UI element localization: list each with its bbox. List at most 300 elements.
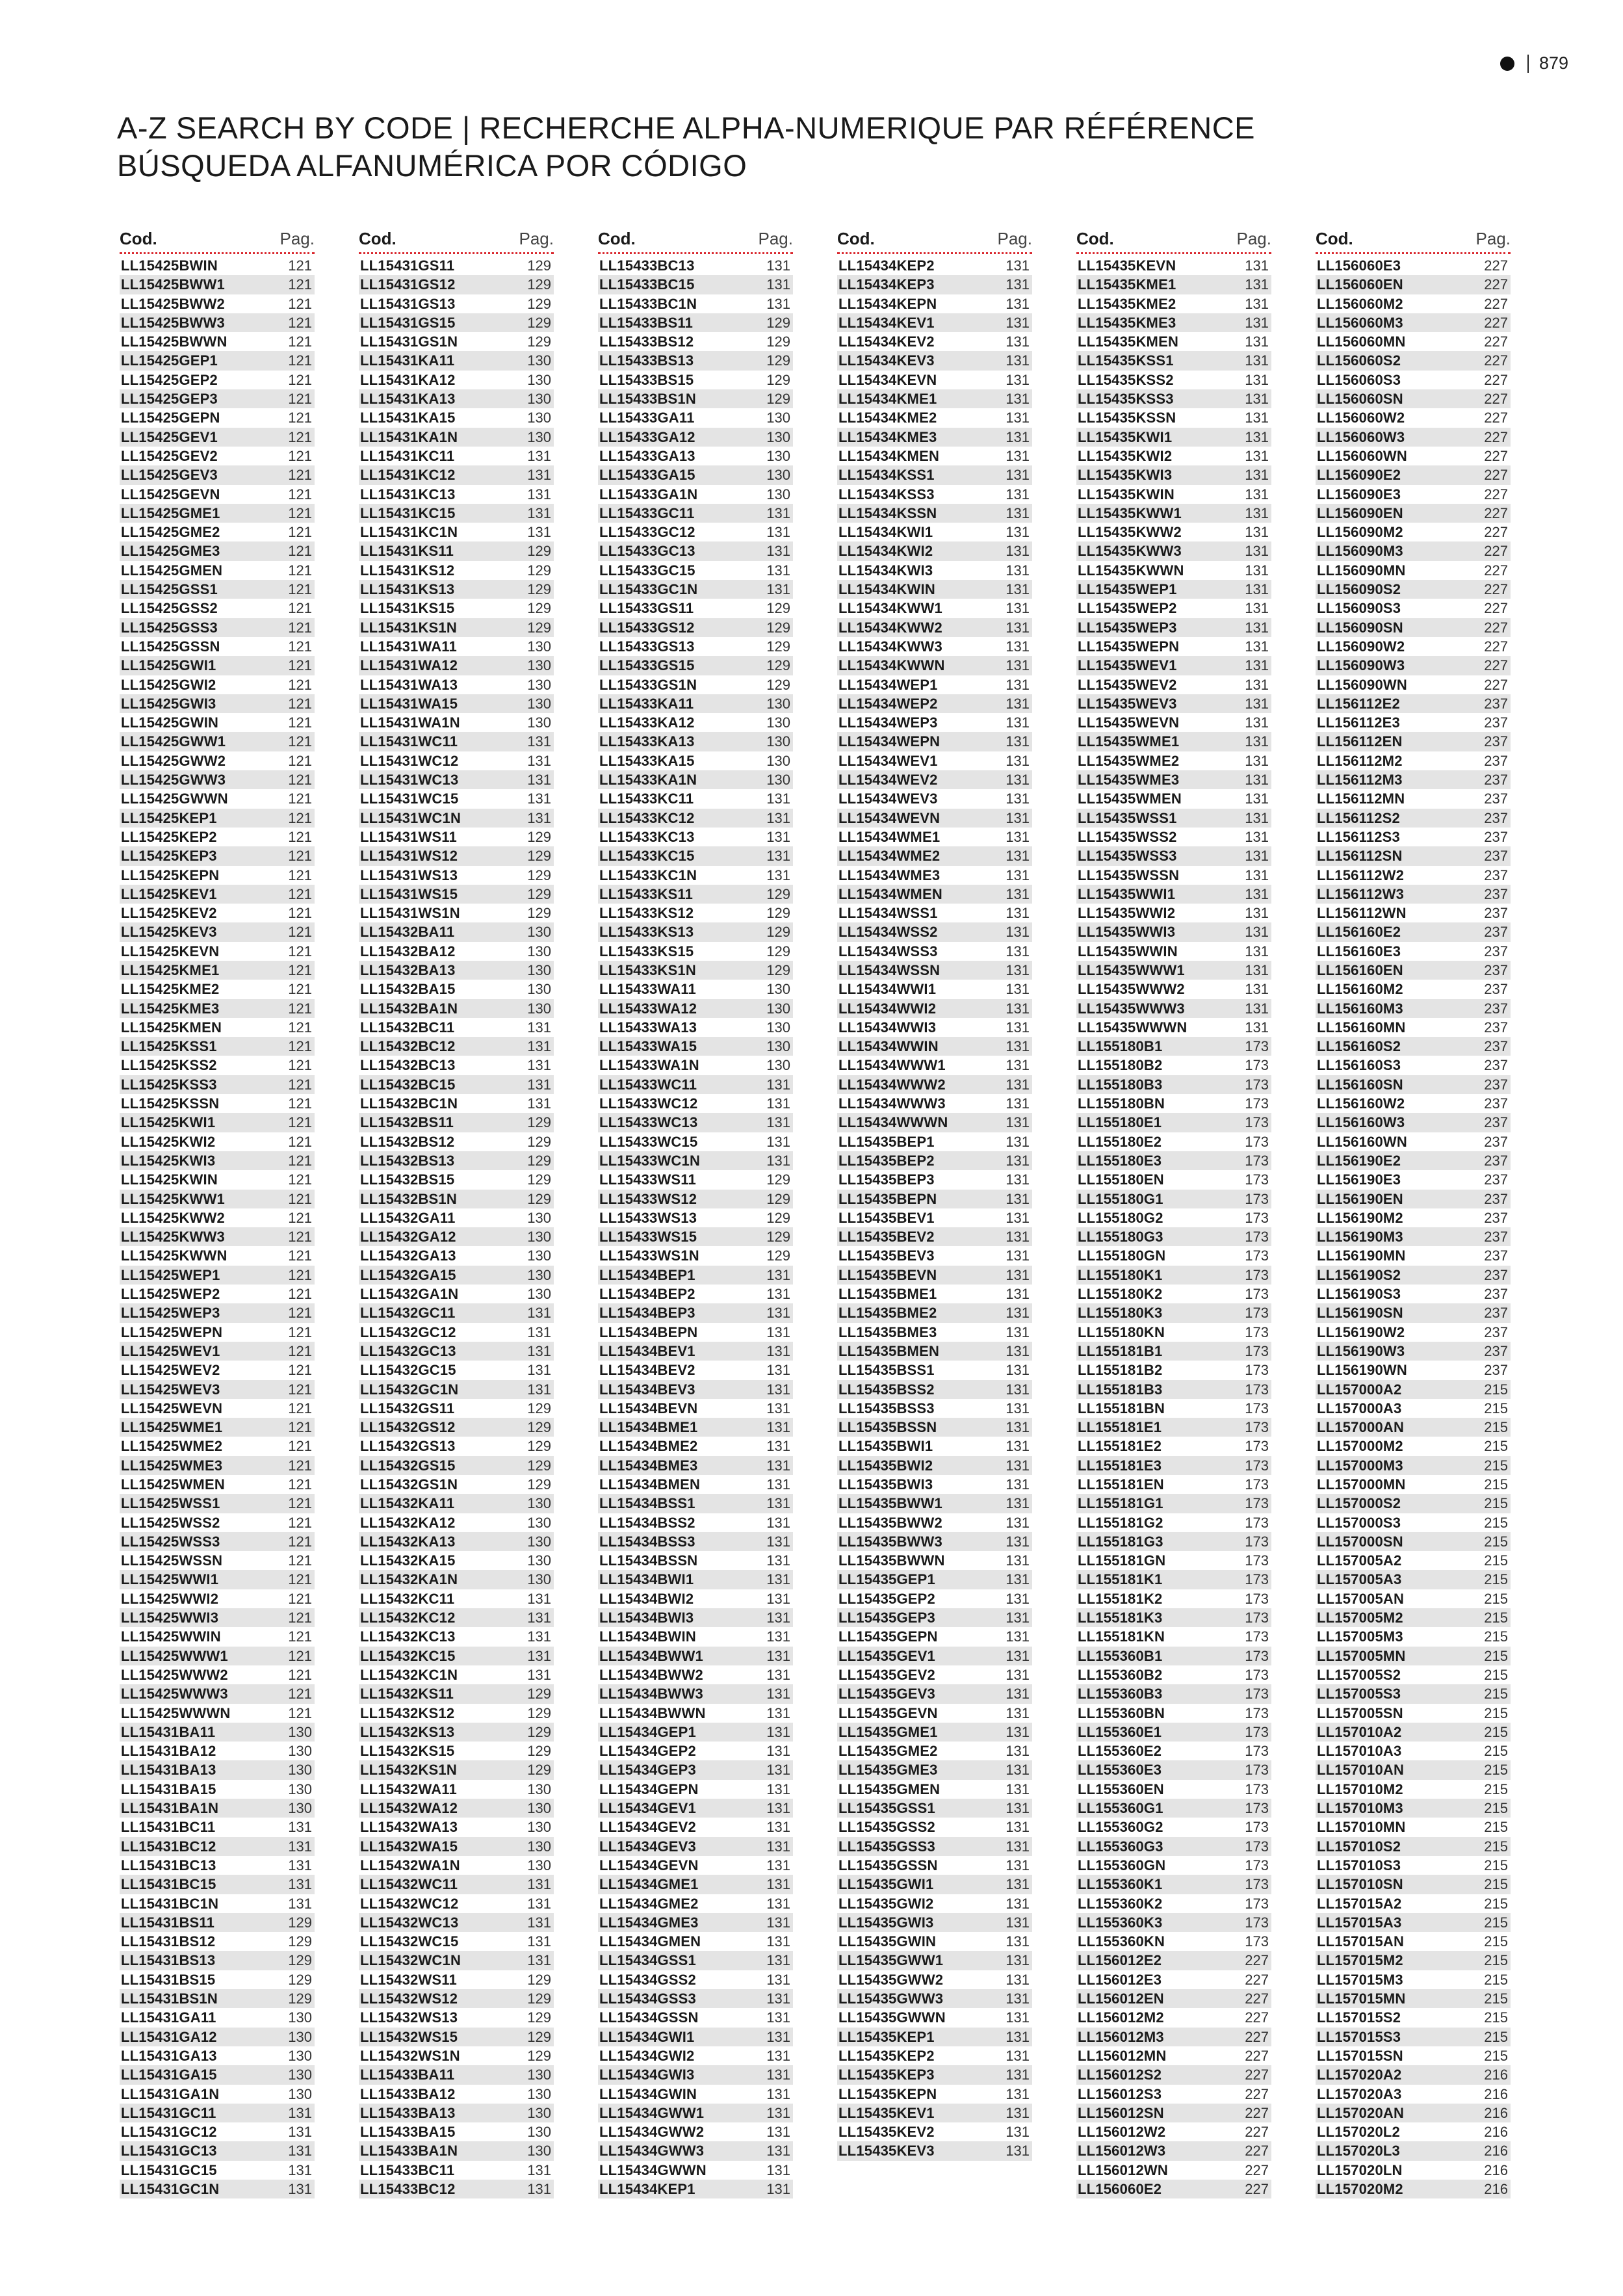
product-code: LL15433WS12 xyxy=(599,1190,697,1207)
product-code: LL155180G3 xyxy=(1078,1229,1163,1246)
code-row xyxy=(359,1056,554,1075)
product-code: LL15425GWW1 xyxy=(121,733,226,750)
product-code: LL15435KWI3 xyxy=(1078,467,1173,484)
code-row xyxy=(120,389,315,408)
product-code: LL157020AN xyxy=(1317,2104,1405,2121)
code-row xyxy=(359,1875,554,1894)
code-row xyxy=(1316,809,1511,828)
product-code: LL15434GME1 xyxy=(599,1876,699,1893)
page-reference: 130 xyxy=(527,1514,551,1531)
page-reference: 215 xyxy=(1484,1990,1508,2007)
product-code: LL15435WSS1 xyxy=(1078,809,1177,826)
page-reference: 130 xyxy=(527,428,551,445)
code-row xyxy=(359,1665,554,1684)
page-reference: 131 xyxy=(766,581,790,598)
page-reference: 129 xyxy=(766,600,790,617)
product-code: LL15431KS13 xyxy=(360,581,455,598)
product-code: LL15434BWIN xyxy=(599,1628,696,1645)
page-reference: 131 xyxy=(1006,2124,1030,2141)
code-row xyxy=(1076,2046,1271,2065)
code-row xyxy=(598,713,793,732)
code-row xyxy=(598,561,793,580)
product-code: LL15432KS1N xyxy=(360,1762,457,1779)
product-code: LL15432WA15 xyxy=(360,1838,458,1855)
page-reference: 121 xyxy=(288,257,312,274)
code-row xyxy=(359,1037,554,1056)
page-reference: 131 xyxy=(1245,733,1269,750)
product-code: LL15431GS15 xyxy=(360,314,456,331)
page-reference: 131 xyxy=(1245,295,1269,312)
code-row xyxy=(1316,275,1511,294)
product-code: LL15432KA11 xyxy=(360,1495,455,1512)
page-reference: 131 xyxy=(1006,752,1030,769)
product-code: LL15431KS1N xyxy=(360,619,457,636)
product-code: LL15432BA11 xyxy=(360,924,455,941)
code-row xyxy=(837,371,1032,389)
code-row xyxy=(837,1266,1032,1285)
product-code: LL15425GME2 xyxy=(121,524,220,541)
product-code: LL15425GME1 xyxy=(121,504,220,521)
page-reference: 121 xyxy=(288,1647,312,1664)
page-reference: 121 xyxy=(288,772,312,789)
page-reference: 130 xyxy=(527,714,551,731)
product-code: LL157010MN xyxy=(1317,1819,1406,1836)
product-code: LL15433GC11 xyxy=(599,504,695,521)
code-row xyxy=(359,447,554,465)
code-row xyxy=(1076,1342,1271,1361)
page-reference: 130 xyxy=(527,695,551,712)
code-row xyxy=(120,1170,315,1189)
product-code: LL15432WA12 xyxy=(360,1800,458,1817)
page-reference: 215 xyxy=(1484,1686,1508,1702)
page-reference: 131 xyxy=(1006,1914,1030,1931)
product-code: LL15434BEV3 xyxy=(599,1381,695,1398)
product-code: LL156160W2 xyxy=(1317,1095,1405,1112)
page-reference: 131 xyxy=(1006,524,1030,541)
code-row xyxy=(837,561,1032,580)
page-reference: 227 xyxy=(1484,543,1508,560)
product-code: LL15435KSS3 xyxy=(1078,391,1174,408)
page-reference: 131 xyxy=(1245,333,1269,350)
code-row xyxy=(837,1208,1032,1227)
product-code: LL15431WC1N xyxy=(360,809,461,826)
code-row xyxy=(1316,770,1511,789)
code-row xyxy=(1076,1361,1271,1379)
code-row xyxy=(837,846,1032,865)
product-code: LL15431KC15 xyxy=(360,504,456,521)
page-reference: 131 xyxy=(766,1876,790,1893)
page-reference: 131 xyxy=(1006,1362,1030,1379)
page-reference: 131 xyxy=(1006,2009,1030,2026)
product-code: LL15434KME2 xyxy=(838,410,937,426)
product-code: LL156160EN xyxy=(1317,961,1403,978)
code-row xyxy=(598,1208,793,1227)
product-code: LL156060S2 xyxy=(1317,352,1401,369)
code-row xyxy=(359,428,554,447)
code-row xyxy=(120,447,315,465)
product-code: LL155181B2 xyxy=(1078,1362,1163,1379)
code-row xyxy=(837,332,1032,351)
product-code: LL157015M2 xyxy=(1317,1952,1403,1969)
page-reference: 130 xyxy=(527,657,551,674)
product-code: LL156190E3 xyxy=(1317,1171,1401,1188)
product-code: LL15434KSS3 xyxy=(838,486,935,502)
product-code: LL15432GS1N xyxy=(360,1476,458,1493)
code-row xyxy=(837,751,1032,770)
code-row xyxy=(120,1932,315,1951)
code-row xyxy=(359,1113,554,1132)
page-reference: 121 xyxy=(288,1229,312,1246)
product-code: LL156090WN xyxy=(1317,676,1407,693)
product-code: LL15434BME2 xyxy=(599,1438,698,1455)
code-row xyxy=(598,904,793,922)
code-row xyxy=(837,828,1032,846)
page-reference: 121 xyxy=(288,1286,312,1303)
code-row xyxy=(1316,389,1511,408)
page-reference: 121 xyxy=(288,1610,312,1626)
page-reference: 227 xyxy=(1484,600,1508,617)
page-reference: 131 xyxy=(766,1686,790,1702)
code-row xyxy=(1316,465,1511,484)
page-reference: 131 xyxy=(527,524,551,541)
product-code: LL15434GEP1 xyxy=(599,1723,696,1740)
code-row xyxy=(359,1475,554,1494)
code-row xyxy=(359,1856,554,1875)
code-row xyxy=(837,1151,1032,1170)
product-code: LL15425GSS3 xyxy=(121,619,218,636)
product-code: LL157015SN xyxy=(1317,2047,1403,2064)
product-code: LL156012EN xyxy=(1078,1990,1164,2007)
page-reference: 121 xyxy=(288,1209,312,1226)
product-code: LL15434BEV2 xyxy=(599,1362,695,1379)
product-code: LL15435WEP3 xyxy=(1078,619,1177,636)
code-row xyxy=(598,1989,793,2008)
page-reference: 131 xyxy=(527,1895,551,1912)
page-reference: 173 xyxy=(1245,1933,1269,1950)
page-reference: 173 xyxy=(1245,1038,1269,1055)
code-row xyxy=(1076,828,1271,846)
header-page-label: Pag. xyxy=(758,229,793,248)
code-row xyxy=(120,1323,315,1342)
product-code: LL15433KS11 xyxy=(599,885,694,902)
code-row xyxy=(837,1951,1032,1970)
code-row xyxy=(837,1075,1032,1094)
product-code: LL15425WEV1 xyxy=(121,1342,220,1359)
code-row xyxy=(1316,1075,1511,1094)
code-row xyxy=(120,1190,315,1208)
code-row xyxy=(1316,1665,1511,1684)
product-code: LL15435WWW2 xyxy=(1078,981,1185,998)
page-reference: 131 xyxy=(766,1723,790,1740)
product-code: LL15435GEV3 xyxy=(838,1686,935,1702)
code-row xyxy=(598,637,793,656)
code-row xyxy=(120,2180,315,2198)
page-reference: 129 xyxy=(527,1686,551,1702)
code-row xyxy=(598,1475,793,1494)
code-row xyxy=(1316,656,1511,675)
page-reference: 129 xyxy=(527,1971,551,1988)
product-code: LL15431GS1N xyxy=(360,333,458,350)
code-row xyxy=(359,828,554,846)
page-reference: 130 xyxy=(766,1038,790,1055)
code-row xyxy=(1316,980,1511,998)
product-code: LL15434WWIN xyxy=(838,1038,939,1055)
product-code: LL15431BA11 xyxy=(121,1723,216,1740)
page-reference: 173 xyxy=(1245,1610,1269,1626)
page-reference: 130 xyxy=(527,1000,551,1017)
page-reference: 131 xyxy=(766,1628,790,1645)
code-row xyxy=(598,1361,793,1379)
page-reference: 129 xyxy=(527,1152,551,1169)
product-code: LL156160E3 xyxy=(1317,943,1401,959)
page-reference: 131 xyxy=(288,1876,312,1893)
product-code: LL15434GEV3 xyxy=(599,1838,696,1855)
column-header xyxy=(1076,228,1271,254)
product-code: LL156090SN xyxy=(1317,619,1403,636)
page-reference: 131 xyxy=(1245,867,1269,883)
product-code: LL15432WC1N xyxy=(360,1952,461,1969)
product-code: LL15435GSS2 xyxy=(838,1819,935,1836)
code-row xyxy=(1316,2065,1511,2084)
product-code: LL15432GC15 xyxy=(360,1362,456,1379)
page-reference: 131 xyxy=(527,1038,551,1055)
code-row xyxy=(837,732,1032,751)
page-reference: 121 xyxy=(288,1038,312,1055)
page-reference: 121 xyxy=(288,1400,312,1416)
product-code: LL157005S2 xyxy=(1317,1666,1401,1683)
code-row xyxy=(1076,2104,1271,2122)
page-reference: 131 xyxy=(766,2047,790,2064)
page-reference: 131 xyxy=(288,2124,312,2141)
code-row xyxy=(120,961,315,980)
product-code: LL15434WEP3 xyxy=(838,714,938,731)
code-row xyxy=(1316,618,1511,637)
product-code: LL15435GWW1 xyxy=(838,1952,944,1969)
product-code: LL15433GC1N xyxy=(599,581,698,598)
code-row xyxy=(359,1456,554,1475)
product-code: LL15435KWW1 xyxy=(1078,504,1182,521)
code-row xyxy=(837,904,1032,922)
code-row xyxy=(598,1742,793,1760)
code-row xyxy=(598,1570,793,1589)
code-row xyxy=(1316,1361,1511,1379)
page-reference: 121 xyxy=(288,695,312,712)
page-reference: 237 xyxy=(1484,1076,1508,1093)
product-code: LL15434GMEN xyxy=(599,1933,701,1950)
page-reference: 237 xyxy=(1484,1266,1508,1283)
product-code: LL15431WS1N xyxy=(360,905,460,922)
product-code: LL15425WWI1 xyxy=(121,1571,219,1588)
product-code: LL15425GEV2 xyxy=(121,447,218,464)
code-row xyxy=(359,1913,554,1932)
code-row xyxy=(120,408,315,427)
code-row xyxy=(120,523,315,541)
page-reference: 130 xyxy=(527,1552,551,1569)
product-code: LL15431WA1N xyxy=(360,714,460,731)
product-code: LL15431WA11 xyxy=(360,638,457,655)
code-row xyxy=(598,1818,793,1836)
page-reference: 237 xyxy=(1484,1324,1508,1340)
product-code: LL15433WA13 xyxy=(599,1019,697,1036)
product-code: LL15434WEV3 xyxy=(838,790,938,807)
code-row xyxy=(120,294,315,313)
page-reference: 227 xyxy=(1245,2009,1269,2026)
product-code: LL15435GEVN xyxy=(838,1704,938,1721)
product-code: LL155180K3 xyxy=(1078,1305,1163,1322)
product-code: LL15433GA15 xyxy=(599,467,695,484)
code-row xyxy=(1076,465,1271,484)
product-code: LL156060W3 xyxy=(1317,428,1405,445)
page-reference: 129 xyxy=(527,1723,551,1740)
code-row xyxy=(598,999,793,1018)
page-reference: 131 xyxy=(766,1666,790,1683)
code-row xyxy=(1076,732,1271,751)
code-row xyxy=(120,1780,315,1799)
product-code: LL155180BN xyxy=(1078,1095,1165,1112)
product-code: LL15432GC1N xyxy=(360,1381,459,1398)
product-code: LL157020A2 xyxy=(1317,2067,1402,2083)
product-code: LL157005S3 xyxy=(1317,1686,1401,1702)
product-code: LL157005MN xyxy=(1317,1647,1406,1664)
code-row xyxy=(359,751,554,770)
page-reference: 129 xyxy=(288,1990,312,2007)
page-reference: 131 xyxy=(1006,410,1030,426)
page-reference: 121 xyxy=(288,1057,312,1074)
product-code: LL15434KWW2 xyxy=(838,619,942,636)
page-reference: 173 xyxy=(1245,1190,1269,1207)
code-list xyxy=(1076,256,1271,2198)
code-row xyxy=(1316,675,1511,694)
product-code: LL156012E3 xyxy=(1078,1971,1162,1988)
code-row xyxy=(837,1113,1032,1132)
product-code: LL15435WWI1 xyxy=(1078,885,1176,902)
page-reference: 227 xyxy=(1484,314,1508,331)
page-reference: 129 xyxy=(766,961,790,978)
code-row xyxy=(359,1647,554,1665)
code-row xyxy=(598,2180,793,2198)
product-code: LL156112S2 xyxy=(1317,809,1400,826)
page-reference: 129 xyxy=(766,905,790,922)
code-row xyxy=(359,1342,554,1361)
product-code: LL15434GEV1 xyxy=(599,1800,696,1817)
code-row xyxy=(1316,1551,1511,1570)
product-code: LL15432GA1N xyxy=(360,1286,459,1303)
page-reference: 131 xyxy=(1006,504,1030,521)
code-row xyxy=(1316,2008,1511,2027)
page-reference: 131 xyxy=(1006,1838,1030,1855)
product-code: LL15435KMEN xyxy=(1078,333,1179,350)
code-row xyxy=(1076,1303,1271,1322)
header-code-label: Cod. xyxy=(837,229,875,248)
code-row xyxy=(837,1285,1032,1303)
product-code: LL15431WC12 xyxy=(360,752,459,769)
code-row xyxy=(1076,561,1271,580)
product-code: LL15435WEV2 xyxy=(1078,676,1177,693)
page-reference: 130 xyxy=(527,1266,551,1283)
page-reference: 237 xyxy=(1484,885,1508,902)
product-code: LL15425KWIN xyxy=(121,1171,218,1188)
page-reference: 215 xyxy=(1484,1838,1508,1855)
page-reference: 131 xyxy=(527,772,551,789)
code-row xyxy=(1076,2065,1271,2084)
page-reference: 121 xyxy=(288,562,312,579)
product-code: LL155360G2 xyxy=(1078,1819,1163,1836)
product-code: LL15434BEP2 xyxy=(599,1286,695,1303)
page-reference: 131 xyxy=(1006,1743,1030,1760)
page-reference: 131 xyxy=(766,1914,790,1931)
product-code: LL15433KC1N xyxy=(599,867,697,883)
page-reference: 215 xyxy=(1484,1952,1508,1969)
product-code: LL15434BEP1 xyxy=(599,1266,695,1283)
header-code-label: Cod. xyxy=(359,229,396,248)
code-row xyxy=(1316,1970,1511,1989)
product-code: LL15433BA11 xyxy=(360,2067,455,2083)
product-code: LL15425KWI2 xyxy=(121,1133,216,1150)
code-row xyxy=(598,1913,793,1932)
product-code: LL15434WEV1 xyxy=(838,752,938,769)
page-reference: 131 xyxy=(766,1571,790,1588)
page-reference: 227 xyxy=(1484,486,1508,502)
code-row xyxy=(1076,504,1271,523)
page-reference: 131 xyxy=(288,1857,312,1873)
page-reference: 131 xyxy=(766,1514,790,1531)
product-code: LL156012M3 xyxy=(1078,2028,1164,2045)
code-row xyxy=(1316,1266,1511,1285)
code-row xyxy=(598,389,793,408)
code-row xyxy=(1076,580,1271,599)
code-row xyxy=(1076,789,1271,808)
page-reference: 129 xyxy=(766,371,790,388)
page-reference: 173 xyxy=(1245,1457,1269,1474)
product-code: LL15435BME2 xyxy=(838,1305,937,1322)
code-row xyxy=(1076,1684,1271,1703)
product-code: LL15425BWW1 xyxy=(121,276,225,293)
code-row xyxy=(359,523,554,541)
code-row xyxy=(1076,408,1271,427)
product-code: LL15425WEVN xyxy=(121,1400,223,1416)
page-reference: 227 xyxy=(1245,1990,1269,2007)
code-row xyxy=(1316,1532,1511,1551)
product-code: LL15425WSS3 xyxy=(121,1533,220,1550)
code-row xyxy=(837,2085,1032,2104)
code-row xyxy=(837,1132,1032,1151)
page-reference: 173 xyxy=(1245,1838,1269,1855)
product-code: LL15434WEV2 xyxy=(838,772,938,789)
product-code: LL15435WME2 xyxy=(1078,752,1180,769)
page-reference: 227 xyxy=(1484,524,1508,541)
page-reference: 121 xyxy=(288,1019,312,1036)
product-code: LL15431GS12 xyxy=(360,276,456,293)
page-reference: 131 xyxy=(527,1628,551,1645)
product-code: LL15433GC13 xyxy=(599,543,695,560)
product-code: LL155180EN xyxy=(1078,1171,1164,1188)
code-row xyxy=(598,1932,793,1951)
page-reference: 131 xyxy=(1006,1457,1030,1474)
page-reference: 173 xyxy=(1245,1876,1269,1893)
code-row xyxy=(1316,1589,1511,1608)
product-code: LL15434BEVN xyxy=(599,1400,698,1416)
product-code: LL15425WWW1 xyxy=(121,1647,228,1664)
code-row xyxy=(1316,523,1511,541)
code-row xyxy=(1316,1627,1511,1646)
product-code: LL156090S2 xyxy=(1317,581,1401,598)
code-row xyxy=(598,1323,793,1342)
product-code: LL156012WN xyxy=(1078,2161,1168,2178)
code-row xyxy=(359,1323,554,1342)
page-reference: 129 xyxy=(527,581,551,598)
code-row xyxy=(1076,1894,1271,1913)
page-reference: 131 xyxy=(527,1590,551,1607)
